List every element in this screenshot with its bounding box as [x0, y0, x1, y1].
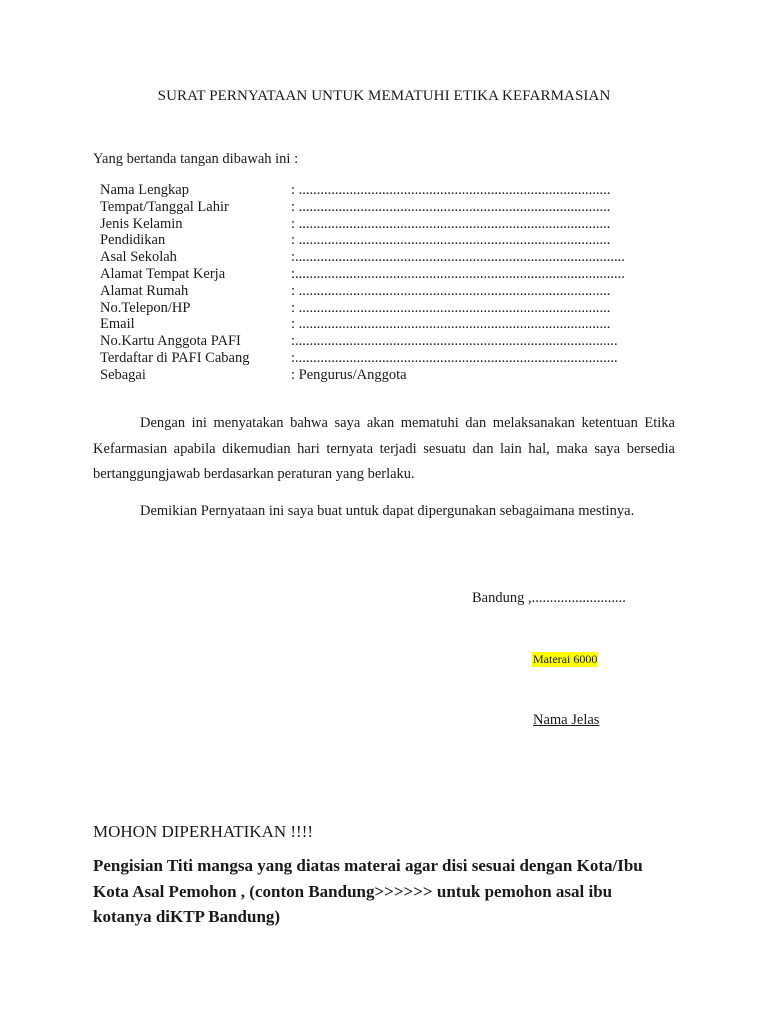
field-value: : ......................................................................................	[291, 316, 611, 333]
city-date-line: Bandung ,..........................	[472, 590, 626, 606]
field-label: Pendidikan	[100, 232, 166, 249]
field-row-jenis-kelamin	[100, 216, 625, 233]
intro-text: Yang bertanda tangan dibawah ini :	[93, 151, 299, 167]
field-row-nama-lengkap	[100, 182, 625, 199]
field-label: No.Telepon/HP	[100, 299, 191, 316]
document-title: SURAT PERNYATAAN UNTUK MEMATUHI ETIKA KEFARMASIAN	[157, 88, 611, 104]
field-row-tempat-tanggal-lahir	[100, 199, 625, 216]
field-value: : ......................................................................................	[291, 232, 611, 249]
field-label: Alamat Rumah	[100, 282, 189, 299]
field-value: : ......................................................................................	[291, 282, 611, 299]
field-label: Email	[100, 316, 135, 333]
field-label: Nama Lengkap	[100, 182, 189, 198]
statement-paragraph: Dengan ini menyatakan bahwa saya akan mematuhi dan melaksanakan ketentuan Etika Kefarmasian apabila dikemudian hari ternyata terjadi sesuatu dan lain hal, maka saya bersedia bertanggungjawab berdasarkan peraturan yang berlaku.	[93, 415, 675, 482]
field-row-sebagai	[100, 367, 625, 384]
field-row-kartu-anggota	[100, 333, 625, 350]
field-value: :.........................................................................................	[291, 349, 618, 366]
field-row-alamat-rumah	[100, 283, 625, 300]
field-value: : ......................................................................................	[291, 198, 611, 215]
field-row-pafi-cabang	[100, 350, 625, 367]
field-value: : Pengurus/Anggota	[291, 366, 407, 383]
field-row-asal-sekolah	[100, 249, 625, 266]
field-value: : ......................................................................................	[291, 299, 611, 316]
field-value: : ......................................................................................	[291, 215, 611, 232]
field-label: No.Kartu Anggota PAFI	[100, 333, 241, 350]
field-value: : ......................................................................................	[291, 182, 611, 198]
notice-title: MOHON DIPERHATIKAN !!!!	[93, 822, 314, 841]
signature-name: Nama Jelas	[533, 712, 600, 728]
form-fields	[100, 182, 625, 384]
field-label: Tempat/Tanggal Lahir	[100, 198, 229, 215]
materai-label: Materai 6000	[533, 652, 598, 666]
field-label: Alamat Tempat Kerja	[100, 265, 226, 282]
field-row-email	[100, 316, 625, 333]
field-row-alamat-tempat-kerja	[100, 266, 625, 283]
field-label: Terdaftar di PAFI Cabang	[100, 349, 250, 366]
field-row-telepon	[100, 300, 625, 317]
closing-text: Demikian Pernyataan ini saya buat untuk dapat dipergunakan sebagaimana mestinya.	[140, 503, 635, 519]
field-value: :.........................................................................................	[291, 333, 618, 350]
field-value: :...........................................................................................	[291, 249, 625, 266]
field-label: Sebagai	[100, 366, 146, 383]
field-label: Asal Sekolah	[100, 249, 177, 266]
field-value: :...........................................................................................	[291, 265, 625, 282]
field-row-pendidikan	[100, 232, 625, 249]
field-label: Jenis Kelamin	[100, 215, 183, 232]
notice-body: Pengisian Titi mangsa yang diatas materai agar disi sesuai dengan Kota/Ibu Kota Asal Pemohon , (conton Bandung>>>>>> untuk pemohon asal ibu kotanya diKTP Bandung)	[93, 856, 643, 926]
